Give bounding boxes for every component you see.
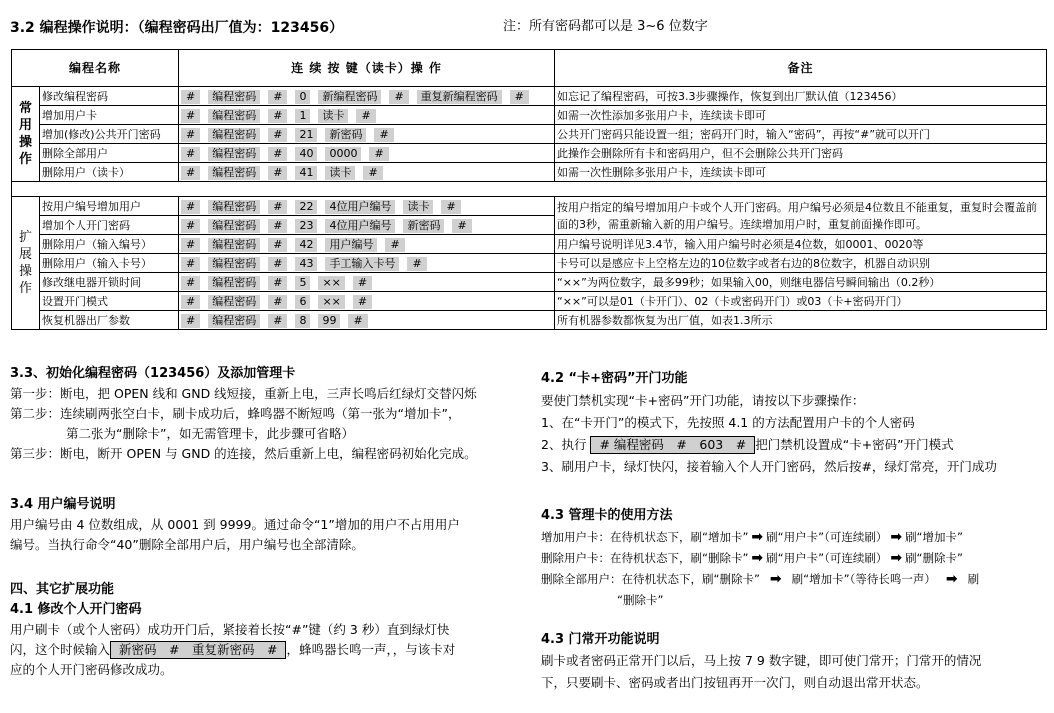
table-row <box>12 197 1047 216</box>
hash-key: # <box>348 314 367 328</box>
hash-key: # <box>181 147 200 161</box>
row-remark: “××”可以是01（卡开门）、02（卡或密码开门）或03（卡+密码开门） <box>555 292 1047 311</box>
row-name: 增加个人开门密码 <box>40 216 179 235</box>
s43b-p2: 下，只要刷卡、密码或者出门按钮再开一次门，则自动退出常开状态。 <box>541 675 929 690</box>
hash-key: # <box>452 219 471 233</box>
sequence-step: 编程密码 <box>208 166 260 180</box>
sequence-step: 读卡 <box>318 109 348 123</box>
hash-key: # <box>369 147 388 161</box>
sequence-step: 读卡 <box>403 200 433 214</box>
hash-key: # <box>268 90 287 104</box>
s42-l2b: 把门禁机设置成“卡+密码”开门模式 <box>755 437 954 452</box>
section-3-4-title: 3.4 用户编号说明 <box>10 497 116 512</box>
sequence-step: 8 <box>295 314 310 328</box>
row-remark: “××”为两位数字，最多99秒；如果输入00，则继电器信号瞬间输出（0.2秒） <box>555 273 1047 292</box>
s42-l1: 1、在“卡开门”的模式下，先按照 4.1 的方法配置用户卡的个人密码 <box>541 415 915 430</box>
sequence-step: 编程密码 <box>208 238 260 252</box>
sequence-step: 0 <box>295 90 310 104</box>
hash-key: # <box>374 128 393 142</box>
password-note: 注：所有密码都可以是 3~6 位数字 <box>503 19 708 34</box>
sequence-step: 4位用户编号 <box>325 200 395 214</box>
section-3-3-title: 3.3、初始化编程密码（123456）及添加管理卡 <box>10 366 296 381</box>
table-row <box>12 254 1047 273</box>
operation-sequence <box>179 273 555 292</box>
header-remark: 备注 <box>555 50 1047 87</box>
s41-p2a: 闪，这个时候输入 <box>10 642 111 657</box>
hash-key: # <box>363 166 382 180</box>
hash-key: # <box>181 219 200 233</box>
hash-key: # <box>268 166 287 180</box>
hash-key: # <box>268 314 287 328</box>
sequence-step: 23 <box>295 219 317 233</box>
mgmt-row-delete-all-2: “删除卡” <box>617 593 664 607</box>
blank-row <box>12 182 1047 197</box>
hash-key: # <box>268 219 287 233</box>
hash-key: # <box>407 257 426 271</box>
row-remark: 卡号可以是感应卡上空格左边的10位数字或者右边的8位数字，机器自动识别 <box>555 254 1047 273</box>
operation-sequence <box>179 292 555 311</box>
s41-p3: 应的个人开门密码修改成功。 <box>10 662 173 677</box>
operation-sequence <box>179 235 555 254</box>
row-remark: 用户编号说明详见3.4节，输入用户编号时必须是4位数，如0001、0020等 <box>555 235 1047 254</box>
operation-sequence <box>179 311 555 330</box>
sequence-step: 4位用户编号 <box>325 219 395 233</box>
mgmt-row-delete: 删除用户卡：在待机状态下，刷“删除卡” ➡ 刷“用户卡”（可连续刷） ➡ 刷“删除卡” <box>541 548 1051 569</box>
row-name: 按用户编号增加用户 <box>40 197 179 216</box>
hash-key: # <box>268 109 287 123</box>
sequence-step: 6 <box>295 295 310 309</box>
sequence-step: 用户编号 <box>325 238 377 252</box>
hash-key: # <box>268 238 287 252</box>
row-name: 增加(修改)公共开门密码 <box>40 125 179 144</box>
header-operation: 连 续 按 键（读卡）操 作 <box>179 50 555 87</box>
row-remark: 所有机器参数都恢复为出厂值，如表1.3所示 <box>555 311 1047 330</box>
table-row <box>12 163 1047 182</box>
table-row <box>12 311 1047 330</box>
hash-key: # <box>268 147 287 161</box>
sequence-step: 编程密码 <box>208 90 260 104</box>
sequence-step: 编程密码 <box>208 276 260 290</box>
s34-p2: 编号。当执行命令“40”删除全部用户后，用户编号也全部清除。 <box>10 537 364 552</box>
row-name: 修改继电器开锁时间 <box>40 273 179 292</box>
row-remark: 如忘记了编程密码，可按3.3步骤操作，恢复到出厂默认值（123456） <box>555 87 1047 106</box>
group-char: 操 <box>18 264 32 279</box>
sequence-step: 41 <box>295 166 317 180</box>
row-remark: 此操作会删除所有卡和密码用户，但不会删除公共开门密码 <box>555 144 1047 163</box>
table-row <box>12 125 1047 144</box>
row-name: 删除全部用户 <box>40 144 179 163</box>
hash-key: # <box>181 314 200 328</box>
sequence-step: 新编程密码 <box>318 90 381 104</box>
hash-key: # <box>181 90 200 104</box>
hash-key: # <box>181 295 200 309</box>
operation-sequence <box>179 125 555 144</box>
s43b-p1: 刷卡或者密码正常开门以后，马上按 7 9 数字键，即可使门常开；门常开的情况 <box>541 653 982 668</box>
step-3: 第三步：断电，断开 OPEN 与 GND 的连接，然后重新上电，编程密码初始化完成。 <box>10 446 477 461</box>
operation-sequence <box>179 216 555 235</box>
step-1: 第一步：断电，把 OPEN 线和 GND 线短接，重新上电，三声长鸣后红绿灯交替闪烁 <box>10 386 477 401</box>
sequence-step: ×× <box>318 295 344 309</box>
s42-l3: 3、刷用户卡，绿灯快闪，接着输入个人开门密码，然后按#，绿灯常亮，开门成功 <box>541 459 997 474</box>
sequence-step: 编程密码 <box>208 257 260 271</box>
hash-key: # <box>389 90 408 104</box>
table-row <box>12 87 1047 106</box>
sequence-step: 新密码 <box>403 219 444 233</box>
hash-key: # <box>181 257 200 271</box>
sequence-step: 5 <box>295 276 310 290</box>
operation-sequence <box>179 163 555 182</box>
section-4-title: 四、其它扩展功能 <box>10 582 115 597</box>
blank-cell <box>12 182 1047 197</box>
sequence-step: 新密码 <box>325 128 366 142</box>
sequence-step: 99 <box>318 314 340 328</box>
hash-key: # <box>268 128 287 142</box>
sequence-step: 22 <box>295 200 317 214</box>
s41-p1: 用户刷卡（或个人密码）成功开门后，紧接着长按“#”键（约 3 秒）直到绿灯快 <box>10 622 450 637</box>
mgmt-row-delete-all: 删除全部用户：在待机状态下，刷“删除卡” ➡ 刷“增加卡”（等待长鸣一声） ➡ 刷 <box>541 569 1051 590</box>
hash-key: # <box>181 238 200 252</box>
sequence-step: 编程密码 <box>208 219 260 233</box>
group-char: 扩 <box>18 230 32 245</box>
hash-key: # <box>510 90 529 104</box>
row-name: 删除用户（读卡） <box>40 163 179 182</box>
step-2a: 第二步：连续刷两张空白卡，刷卡成功后，蜂鸣器不断短鸣（第一张为“增加卡”， <box>10 406 461 421</box>
arrow-right-icon: ➡ <box>945 571 958 587</box>
section-3-2-title: 3.2 编程操作说明：（编程密码出厂值为：123456） <box>10 20 344 36</box>
row-name: 设置开门模式 <box>40 292 179 311</box>
arrow-right-icon: ➡ <box>751 529 764 545</box>
hash-key: # <box>181 128 200 142</box>
arrow-right-icon: ➡ <box>890 529 903 545</box>
sequence-step: 1 <box>295 109 310 123</box>
hash-key: # <box>385 238 404 252</box>
hash-key: # <box>268 295 287 309</box>
operation-sequence <box>179 144 555 163</box>
sequence-step: 42 <box>295 238 317 252</box>
row-name: 修改编程密码 <box>40 87 179 106</box>
sequence-step: 读卡 <box>325 166 355 180</box>
table-row <box>12 273 1047 292</box>
section-4-1-title: 4.1 修改个人开门密码 <box>10 602 142 617</box>
row-name: 删除用户（输入编号） <box>40 235 179 254</box>
operation-sequence <box>179 254 555 273</box>
sequence-step: 40 <box>295 147 317 161</box>
operation-sequence <box>179 106 555 125</box>
group-char: 作 <box>18 281 32 296</box>
hash-key: # <box>268 200 287 214</box>
arrow-right-icon: ➡ <box>751 550 764 566</box>
header-name: 编程名称 <box>12 50 179 87</box>
table-row <box>12 235 1047 254</box>
hash-key: # <box>441 200 460 214</box>
sequence-step: 43 <box>295 257 317 271</box>
sequence-step: 重复新编程密码 <box>417 90 502 104</box>
sequence-step: 21 <box>295 128 317 142</box>
mgmt-row-add: 增加用户卡：在待机状态下，刷“增加卡” ➡ 刷“用户卡”（可连续刷） ➡ 刷“增加卡” <box>541 527 1051 548</box>
section-4-3-title: 4.3 管理卡的使用方法 <box>541 508 673 523</box>
row-name: 恢复机器出厂参数 <box>40 311 179 330</box>
operation-sequence <box>179 87 555 106</box>
step-2b: 第二张为“删除卡”，如无需管理卡，此步骤可省略） <box>66 426 354 441</box>
hash-key: # <box>181 109 200 123</box>
group-extended <box>12 197 40 330</box>
arrow-right-icon: ➡ <box>890 550 903 566</box>
sequence-step: 手工输入卡号 <box>325 257 399 271</box>
group-common: 常用操作 <box>12 87 40 182</box>
table-row <box>12 106 1047 125</box>
sequence-step: 编程密码 <box>208 147 260 161</box>
sequence-step: 编程密码 <box>208 200 260 214</box>
s42-box: # 编程密码 # 603 # <box>590 436 755 454</box>
hash-key: # <box>181 166 200 180</box>
s42-l2a: 2、执行 <box>541 437 587 452</box>
row-name: 删除用户（输入卡号） <box>40 254 179 273</box>
sequence-step: ×× <box>318 276 344 290</box>
hash-key: # <box>181 276 200 290</box>
operation-sequence <box>179 197 555 216</box>
sequence-step: 编程密码 <box>208 314 260 328</box>
hash-key: # <box>356 109 375 123</box>
arrow-right-icon: ➡ <box>769 571 782 587</box>
sequence-step: 编程密码 <box>208 128 260 142</box>
row-remark: 如需一次性删除多张用户卡，连续读卡即可 <box>555 163 1047 182</box>
s41-box: 新密码 # 重复新密码 # <box>110 641 286 659</box>
table-row <box>12 144 1047 163</box>
row-remark: 按用户指定的编号增加用户卡或个人开门密码。用户编号必须是4位数且不能重复，重复时会覆盖前面的3秒，需重新输入新的用户编号。连续增加用户时，重复前面操作即可。 <box>555 197 1047 235</box>
hash-key: # <box>268 276 287 290</box>
hash-key: # <box>181 200 200 214</box>
row-name: 增加用户卡 <box>40 106 179 125</box>
s34-p1: 用户编号由 4 位数组成，从 0001 到 9999。通过命令“1”增加的用户不占用用户 <box>10 517 460 532</box>
hash-key: # <box>353 295 372 309</box>
table-row <box>12 292 1047 311</box>
hash-key: # <box>268 257 287 271</box>
row-remark: 公共开门密码只能设置一组；密码开门时，输入“密码”，再按“#”就可以开门 <box>555 125 1047 144</box>
sequence-step: 0000 <box>325 147 361 161</box>
hash-key: # <box>353 276 372 290</box>
row-remark: 如需一次性添加多张用户卡，连续读卡即可 <box>555 106 1047 125</box>
programming-table <box>11 49 1047 330</box>
sequence-step: 编程密码 <box>208 109 260 123</box>
section-4-2-title: 4.2 “卡+密码”开门功能 <box>541 371 688 386</box>
section-4-3b-title: 4.3 门常开功能说明 <box>541 632 660 647</box>
group-char: 展 <box>18 247 32 262</box>
sequence-step: 编程密码 <box>208 295 260 309</box>
s41-p2b: ，蜂鸣器长鸣一声，，与该卡对 <box>286 642 456 657</box>
s42-intro: 要使门禁机实现“卡+密码”开门功能，请按以下步骤操作： <box>541 393 865 408</box>
